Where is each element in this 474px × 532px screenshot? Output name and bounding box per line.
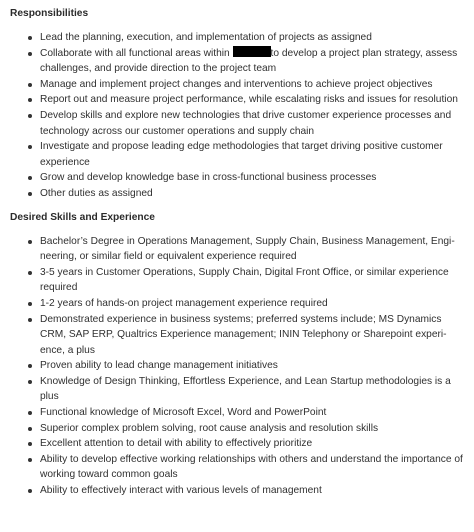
bullet-dot-icon [28,489,32,493]
list-item [10,170,466,186]
list-item-text: Other duties as assigned [40,187,153,199]
bullet-dot-icon [28,176,32,180]
list-item [10,436,466,452]
list-item [10,139,466,170]
list-item [10,405,466,421]
list-item [10,483,466,499]
list-item [10,186,466,202]
bullet-dot-icon [28,36,32,40]
list-item-text-continued: to develop a project plan strategy, assess challenges, and provide direction to the project team [40,47,458,75]
bullet-dot-icon [28,364,32,368]
responsibilities-heading: Responsibilities [10,8,89,19]
list-item [10,77,466,93]
skills-list [10,234,466,499]
list-item [10,265,466,296]
bullet-dot-icon [28,318,32,322]
list-item-text: Functional knowledge of Microsoft Excel, Word and PowerPoint [40,407,327,419]
bullet-dot-icon [28,271,32,275]
bullet-dot-icon [28,380,32,384]
list-item [10,452,466,483]
list-item [10,92,466,108]
list-item-text: Grow and develop knowledge base in cross-functional business processes [40,172,377,184]
redaction-block [233,46,271,57]
list-item-text: Collaborate with all functional areas within [40,47,230,59]
bullet-dot-icon [28,52,32,56]
list-item-text: Demonstrated experience in business systems; preferred systems include; MS Dynamics CRM, SAP ERP, Qualtrics Experience management; ININ Telephony or Sharepoint experience, a plus [40,313,447,356]
bullet-dot-icon [28,442,32,446]
list-item-text: Bachelor’s Degree in Operations Management, Supply Chain, Business Management, Engineering, or similar field or equivalent experience required [40,235,455,263]
list-item-text: Excellent attention to detail with ability to effectively prioritize [40,438,313,450]
bullet-dot-icon [28,192,32,196]
list-item-text: Manage and implement project changes and interventions to achieve project objectives [40,78,433,90]
list-item-text: Ability to develop effective working relationships with others and understand the importance of working toward common goals [40,453,463,481]
list-item [10,358,466,374]
list-item-text: 1-2 years of hands-on project management experience required [40,297,328,309]
list-item [10,312,466,359]
list-item-text: Report out and measure project performance, while escalating risks and issues for resolution [40,94,458,106]
responsibilities-list [10,30,466,202]
list-item [10,296,466,312]
list-item [10,30,466,46]
list-item [10,374,466,405]
list-item-text: Superior complex problem solving, root cause analysis and resolution skills [40,422,379,434]
list-item-text: Knowledge of Design Thinking, Effortless Experience, and Lean Startup methodologies is a plus [40,375,451,403]
list-item-text: 3-5 years in Customer Operations, Supply Chain, Digital Front Office, or similar experience required [40,266,449,294]
list-item-text: Ability to effectively interact with various levels of management [40,485,322,497]
bullet-dot-icon [28,114,32,118]
bullet-dot-icon [28,98,32,102]
bullet-dot-icon [28,83,32,87]
list-item-text: Lead the planning, execution, and implementation of projects as assigned [40,32,372,43]
bullet-dot-icon [28,302,32,306]
list-item-text: Develop skills and explore new technologies that drive customer experience processes and technology across our customer operations and supply chain [40,109,452,137]
bullet-dot-icon [28,411,32,415]
bullet-dot-icon [28,458,32,462]
list-item [10,234,466,265]
list-item-text: Proven ability to lead change management initiatives [40,360,278,372]
bullet-dot-icon [28,427,32,431]
bullet-dot-icon [28,145,32,149]
list-item [10,421,466,437]
skills-heading: Desired Skills and Experience [10,211,155,223]
list-item-text: Investigate and propose leading edge methodologies that target driving positive customer experience [40,141,443,168]
bullet-dot-icon [28,240,32,244]
list-item [10,46,466,77]
list-item [10,108,466,139]
